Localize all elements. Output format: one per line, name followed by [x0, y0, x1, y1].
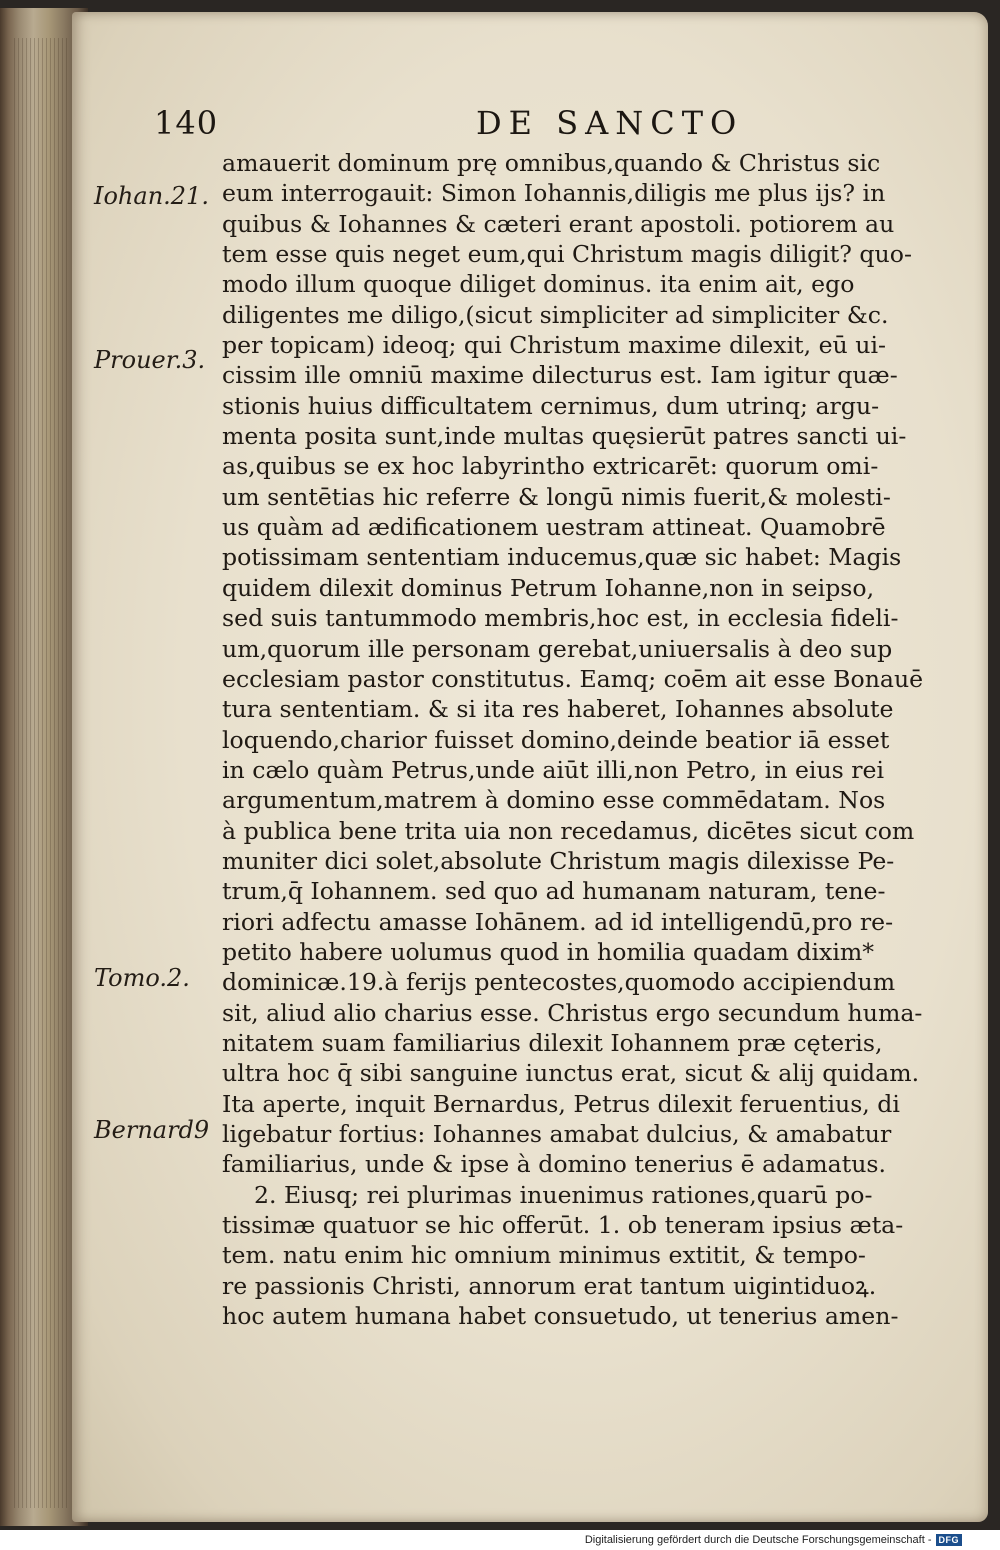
text-line: diligentes me diligo,(sicut simpliciter ad simpliciter &c. [222, 300, 889, 329]
text-line: familiarius, unde & ipse à domino tenerius ē adamatus. [222, 1150, 887, 1179]
text-line: um sentētias hic referre & longū nimis fuerit,& molesti- [222, 482, 891, 511]
text-line: modo illum quoque diliget dominus. ita enim ait, ego [222, 270, 855, 299]
text-line: hoc autem humana habet consuetudo, ut tenerius amen- [222, 1302, 899, 1331]
text-line: riori adfectu amasse Iohānem. ad id intelligendū,pro re- [222, 907, 894, 936]
text-line: tissimæ quatuor se hic offerūt. 1. ob teneram ipsius æta- [222, 1211, 904, 1240]
text-line: potissimam sententiam inducemus,quæ sic habet: Magis [222, 543, 902, 572]
text-line: ecclesiam pastor constitutus. Eamq; coēm ait esse Bonauē [222, 664, 924, 693]
text-line: tem. natu enim hic omnium minimus extitit, & tempo- [222, 1241, 866, 1270]
digitization-credit [585, 1534, 962, 1546]
text-line: as,quibus se ex hoc labyrintho extricarēt: quorum omi- [222, 452, 879, 481]
text-line: re passionis Christi, annorum erat tantum uigintiduoꝝ. [222, 1271, 877, 1300]
text-line: ultra hoc q̄ sibi sanguine iunctus erat, sicut & alij quidam. [222, 1059, 920, 1088]
page-number: 140 [154, 104, 219, 142]
text-line: tura sententiam. & si ita res haberet, Iohannes absolute [222, 695, 894, 724]
text-line: per topicam) ideoq; qui Christum maxime dilexit, eū ui- [222, 331, 886, 360]
text-line: dominicæ.19.à ferijs pentecostes,quomodo accipiendum [222, 968, 896, 997]
text-line: tem esse quis neget eum,qui Christum magis diligit? quo- [222, 240, 912, 269]
text-line: quidem dilexit dominus Petrum Iohanne,non in seipso, [222, 573, 875, 602]
text-line: sed suis tantummodo membris,hoc est, in ecclesia fideli- [222, 604, 899, 633]
text-line: argumentum,matrem à domino esse commēdatam. Nos [222, 786, 886, 815]
text-line: trum,q̄ Iohannem. sed quo ad humanam naturam, tene- [222, 877, 886, 906]
text-line: menta posita sunt,inde multas quęsierūt patres sancti ui- [222, 422, 907, 451]
credit-text: Digitalisierung gefördert durch die Deutsche Forschungsgemeinschaft - [584, 1534, 932, 1546]
text-line: sit, aliud alio charius esse. Christus ergo secundum huma- [222, 998, 923, 1027]
text-line: in cælo quàm Petrus,unde aiūt illi,non Petro, in eius rei [222, 755, 885, 784]
text-line: nitatem suam familiarius dilexit Iohannem præ cęteris, [222, 1028, 883, 1057]
page-edge-lines [14, 38, 70, 1508]
text-line: cissim ille omniū maxime dilecturus est. Iam igitur quæ- [222, 361, 898, 390]
text-line: um,quorum ille personam gerebat,uniuersalis à deo sup [222, 634, 893, 663]
text-line: petito habere uolumus quod in homilia quadam dixim* [222, 937, 875, 966]
margin-note-bernard: Bernard9 [94, 1116, 210, 1144]
margin-note-iohan: Iohan.21. [94, 182, 209, 210]
margin-note-prouer: Prouer.3. [94, 346, 206, 374]
margin-note-tomo: Tomo.2. [94, 964, 190, 992]
text-line: quibus & Iohannes & cæteri erant apostoli. potiorem au [222, 209, 895, 238]
text-line: eum interrogauit: Simon Iohannis,diligis me plus ijs? in [222, 179, 886, 208]
text-line: stionis huius difficultatem cernimus, dum utrinq; argu- [222, 391, 880, 420]
dfg-logo: DFG [936, 1534, 963, 1546]
text-line: amauerit dominum prę omnibus,quando & Christus sic [222, 149, 881, 177]
text-line: Ita aperte, inquit Bernardus, Petrus dilexit feruentius, di [222, 1089, 900, 1118]
text-line: muniter dici solet,absolute Christum magis dilexisse Pe- [222, 846, 895, 875]
running-head: DE SANCTO [476, 104, 744, 142]
text-line: ligebatur fortius: Iohannes amabat dulcius, & amabatur [222, 1120, 892, 1148]
book-page [72, 12, 988, 1522]
text-line: us quàm ad ædificationem uestram attineat. Quamobrē [222, 513, 886, 542]
text-line: loquendo,charior fuisset domino,deinde beatior iā esset [222, 725, 890, 754]
body-text [222, 148, 934, 1331]
text-line: à publica bene trita uia non recedamus, dicētes sicut com [222, 816, 915, 845]
text-line: 2. Eiusq; rei plurimas inuenimus rationes,quarū po- [254, 1180, 873, 1209]
